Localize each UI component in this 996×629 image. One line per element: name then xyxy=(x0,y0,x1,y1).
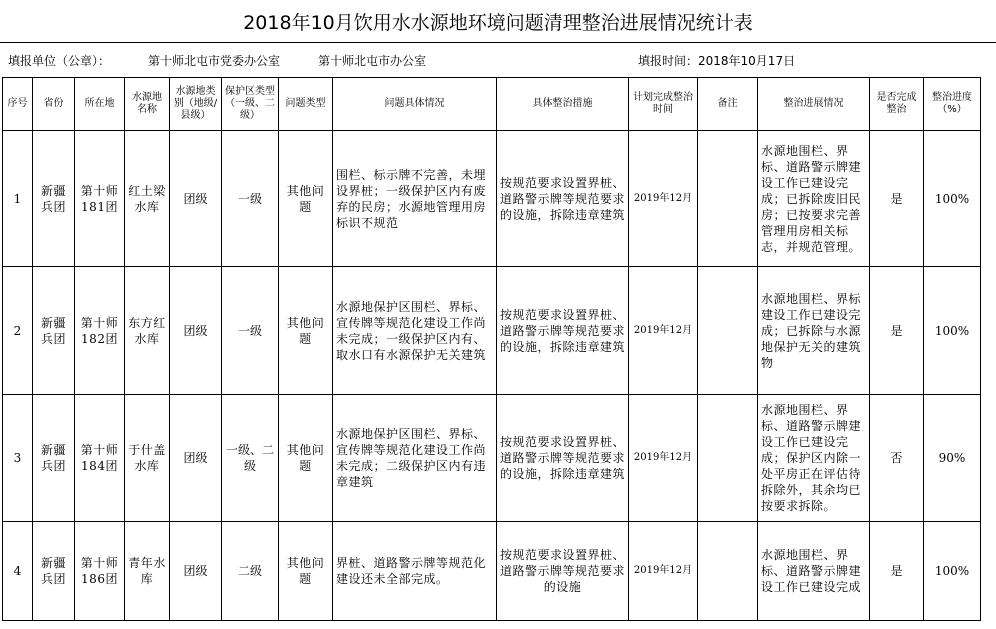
row-number: 4 xyxy=(3,522,33,621)
done-cell: 是 xyxy=(870,131,924,267)
issue-type-cell: 其他问题 xyxy=(279,395,333,522)
plan-date-cell: 2019年12月 xyxy=(629,522,698,621)
province-cell: 新疆兵团 xyxy=(33,395,75,522)
header-cell: 整治进展情况 xyxy=(758,78,870,131)
data-table xyxy=(2,77,981,621)
unit-name-1: 第十师北屯市党委办公室 xyxy=(148,54,281,68)
location-cell: 第十师184团 xyxy=(75,395,125,522)
progress-cell: 水源地围栏、界标、道路警示牌建设工作已建设完成 xyxy=(758,522,870,621)
percent-cell: 100% xyxy=(924,131,981,267)
measure-cell: 按规范要求设置界桩、道路警示牌等规范要求的设施，拆除违章建筑 xyxy=(497,267,629,395)
done-cell: 是 xyxy=(870,522,924,621)
header-cell: 问题具体情况 xyxy=(333,78,497,131)
source-name-cell: 东方红水库 xyxy=(125,267,170,395)
percent-cell: 100% xyxy=(924,267,981,395)
done-cell: 是 xyxy=(870,267,924,395)
header-cell: 计划完成整治时间 xyxy=(629,78,698,131)
category-cell: 团级 xyxy=(170,131,222,267)
zone-cell: 一级、二级 xyxy=(222,395,279,522)
location-cell: 第十师186团 xyxy=(75,522,125,621)
category-cell: 团级 xyxy=(170,267,222,395)
location-cell: 第十师182团 xyxy=(75,267,125,395)
progress-cell: 水源地围栏、界标、道路警示牌建设工作已建设完成；保护区内除一处平房正在评估待拆除外，其余均已按要求拆除。 xyxy=(758,395,870,522)
note-cell xyxy=(698,267,758,395)
report-date: 填报时间：2018年10月17日 xyxy=(638,54,796,68)
source-name-cell: 青年水库 xyxy=(125,522,170,621)
unit-label: 填报单位（公章）： xyxy=(8,54,111,68)
note-cell xyxy=(698,522,758,621)
note-cell xyxy=(698,131,758,267)
measure-cell: 按规范要求设置界桩、道路警示牌等规范要求的设施 xyxy=(497,522,629,621)
table-row xyxy=(3,522,981,621)
header-cell: 所在地 xyxy=(75,78,125,131)
table-row xyxy=(3,131,981,267)
row-number: 3 xyxy=(3,395,33,522)
header-cell: 是否完成整治 xyxy=(870,78,924,131)
header-cell: 水源地名称 xyxy=(125,78,170,131)
progress-cell: 水源地围栏、界标建设工作已建设完成；已拆除与水源地保护无关的建筑物 xyxy=(758,267,870,395)
issue-type-cell: 其他问题 xyxy=(279,522,333,621)
header-cell: 备注 xyxy=(698,78,758,131)
measure-cell: 按规范要求设置界桩、道路警示牌等规范要求的设施，拆除违章建筑 xyxy=(497,395,629,522)
sheet-title: 2018年10月饮用水水源地环境问题清理整治进展情况统计表 xyxy=(0,0,996,43)
progress-cell: 水源地围栏、界标、道路警示牌建设工作已建设完成；已拆除废旧民房；已按要求完善管理用房相关标志，并规范管理。 xyxy=(758,131,870,267)
zone-cell: 二级 xyxy=(222,522,279,621)
plan-date-cell: 2019年12月 xyxy=(629,131,698,267)
header-cell: 问题类型 xyxy=(279,78,333,131)
province-cell: 新疆兵团 xyxy=(33,131,75,267)
percent-cell: 90% xyxy=(924,395,981,522)
info-row xyxy=(0,43,996,75)
province-cell: 新疆兵团 xyxy=(33,522,75,621)
unit-name-2: 第十师北屯市办公室 xyxy=(318,54,427,68)
header-cell: 序号 xyxy=(3,78,33,131)
header-row xyxy=(3,78,981,131)
issue-type-cell: 其他问题 xyxy=(279,267,333,395)
issue-detail-cell: 界桩、道路警示牌等规范化建设还未全部完成。 xyxy=(333,522,497,621)
issue-detail-cell: 水源地保护区围栏、界标、宣传牌等规范化建设工作尚未完成；一级保护区内有、取水口有水源保护无关建筑 xyxy=(333,267,497,395)
issue-type-cell: 其他问题 xyxy=(279,131,333,267)
source-name-cell: 红土梁水库 xyxy=(125,131,170,267)
note-cell xyxy=(698,395,758,522)
header-cell: 具体整治措施 xyxy=(497,78,629,131)
plan-date-cell: 2019年12月 xyxy=(629,267,698,395)
table-row xyxy=(3,395,981,522)
header-cell: 整治进度（%） xyxy=(924,78,981,131)
done-cell: 否 xyxy=(870,395,924,522)
header-cell: 保护区类型（一级、二级） xyxy=(222,78,279,131)
table-row xyxy=(3,267,981,395)
percent-cell: 100% xyxy=(924,522,981,621)
plan-date-cell: 2019年12月 xyxy=(629,395,698,522)
category-cell: 团级 xyxy=(170,522,222,621)
location-cell: 第十师181团 xyxy=(75,131,125,267)
header-cell: 水源地类别（地级/县级） xyxy=(170,78,222,131)
category-cell: 团级 xyxy=(170,395,222,522)
zone-cell: 一级 xyxy=(222,267,279,395)
province-cell: 新疆兵团 xyxy=(33,267,75,395)
source-name-cell: 于什盖水库 xyxy=(125,395,170,522)
zone-cell: 一级 xyxy=(222,131,279,267)
header-cell: 省份 xyxy=(33,78,75,131)
issue-detail-cell: 围栏、标示牌不完善，未埋设界桩；一级保护区内有废弃的民房；水源地管理用房标识不规范 xyxy=(333,131,497,267)
issue-detail-cell: 水源地保护区围栏、界标、宣传牌等规范化建设工作尚未完成；二级保护区内有违章建筑 xyxy=(333,395,497,522)
row-number: 2 xyxy=(3,267,33,395)
row-number: 1 xyxy=(3,131,33,267)
measure-cell: 按规范要求设置界桩、道路警示牌等规范要求的设施，拆除违章建筑 xyxy=(497,131,629,267)
